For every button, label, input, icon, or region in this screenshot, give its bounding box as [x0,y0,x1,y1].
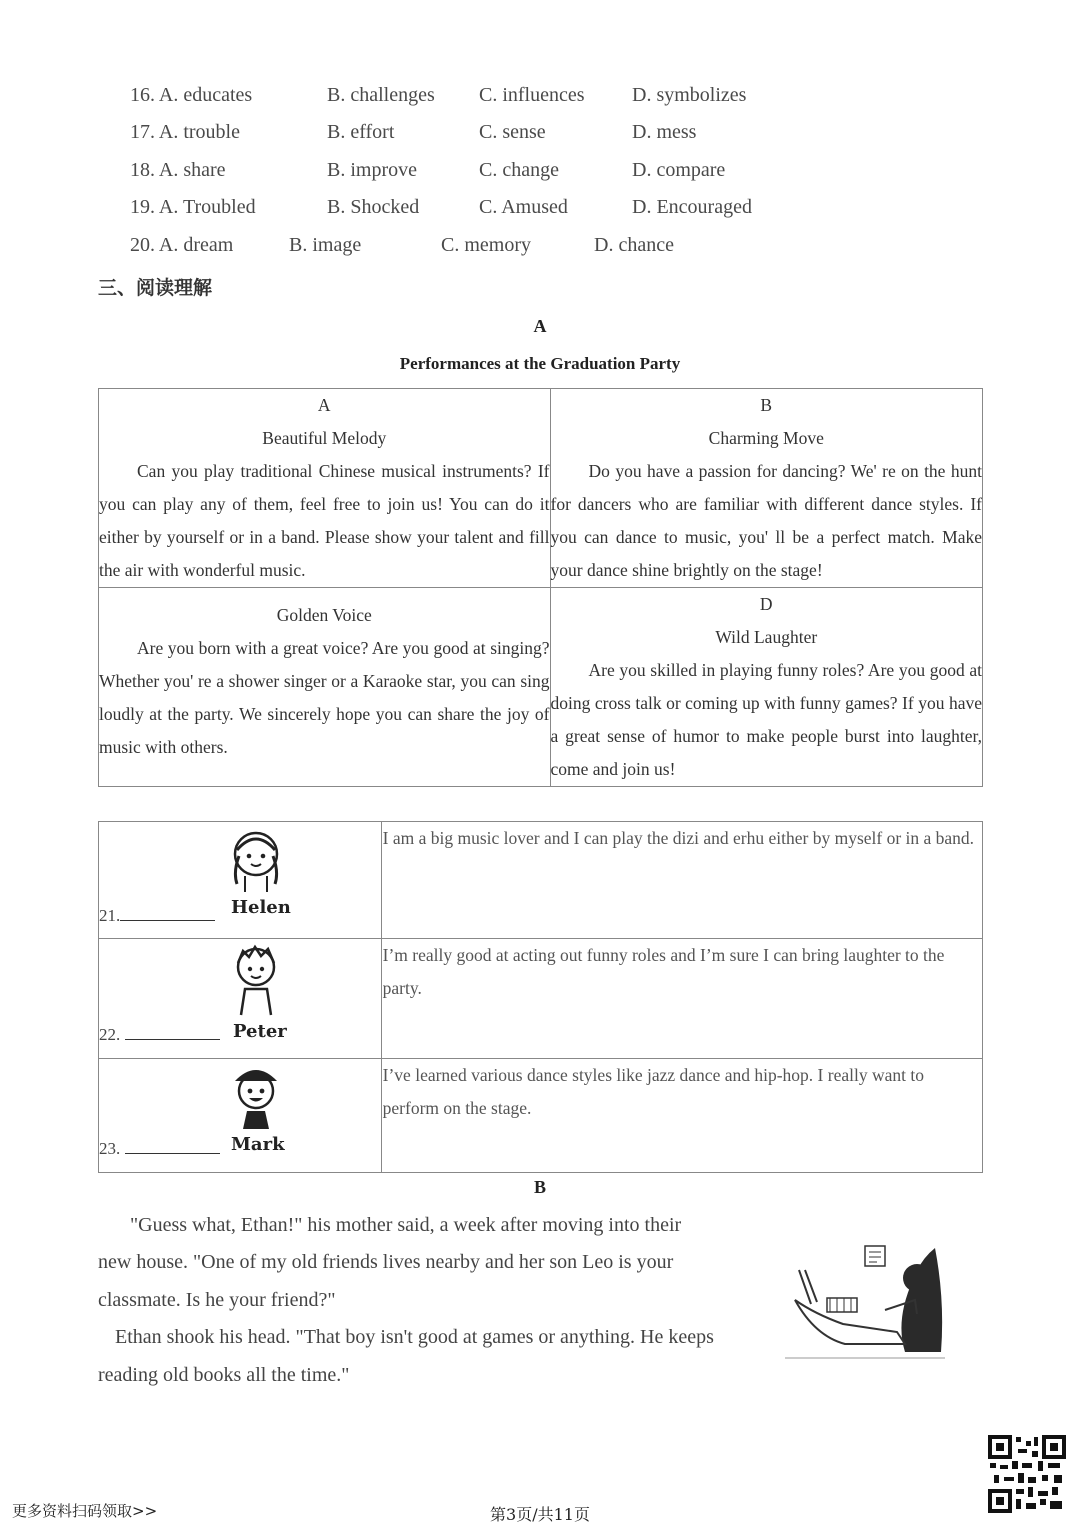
answer-blank[interactable] [125,1025,220,1040]
matching-person-mark [99,1059,382,1173]
answer-number [99,906,215,926]
option-d: D. Encouraged [632,196,752,218]
passage-b-letter: B [533,1177,546,1197]
option-d: D. chance [594,234,674,256]
cell-text: Are you skilled in playing funny roles? Are you good at doing cross talk or coming up with funny games? If you have a great sense of humor to make people burst into laughter, come and join us! [550,660,982,779]
passage-b-line: "Guess what, Ethan!" his mother said, a week after moving into their [130,1214,682,1236]
matching-person-helen [99,822,382,939]
cell-title: Golden Voice [276,605,372,625]
passage-b-line: classmate. Is he your friend?" [98,1289,336,1311]
reading-boy-illustration [785,1240,950,1360]
matching-statement [381,939,982,1059]
cell-letter: A [317,395,331,415]
option-a: 16. A. educates [130,84,253,106]
matching-person-peter [99,939,382,1059]
cell-letter: D [759,594,773,614]
option-c: C. sense [479,121,546,143]
person-name: Peter [233,1021,287,1042]
cell-text: Do you have a passion for dancing? We' re on the hunt for dancers who are familiar with different dance styles. If you can dance to music, you' ll be a perfect match. Make your dance shine brightly on the stage! [550,461,982,580]
option-a: 20. A. dream [130,234,234,256]
option-b: B. effort [327,121,395,143]
option-c: C. influences [479,84,585,106]
passage-b-line: new house. "One of my old friends lives nearby and her son Leo is your [98,1251,674,1273]
answer-number-label: 23. [99,1139,121,1158]
person-name: Mark [231,1134,285,1155]
answer-number [99,1025,220,1045]
matching-table [98,821,983,1173]
page-number: 第3页/共11页 [490,1505,590,1524]
option-d: D. symbolizes [632,84,747,106]
answer-blank[interactable] [120,906,215,921]
option-c: C. change [479,159,559,181]
cell-letter: B [760,395,773,415]
performance-cell-a [99,389,551,588]
answer-blank[interactable] [125,1139,220,1154]
passage-b-line: Ethan shook his head. "That boy isn't good at games or anything. He keeps [115,1326,714,1348]
performance-table [98,388,983,787]
statement-text: I’ve learned various dance styles like jazz dance and hip-hop. I really want to perform on the stage. [382,1065,924,1118]
footer-promo-text[interactable]: 更多资料扫码领取>> [12,1502,158,1520]
option-c: C. memory [441,234,531,256]
option-b: B. improve [327,159,417,181]
performance-cell-b [550,389,983,588]
passage-b-line: reading old books all the time." [98,1364,350,1386]
performance-cell-d [550,588,983,787]
matching-statement [381,822,982,939]
option-d: D. mess [632,121,697,143]
cell-title: Beautiful Melody [262,428,387,448]
option-a: 18. A. share [130,159,226,181]
cell-title: Charming Move [708,428,824,448]
passage-a-title: Performances at the Graduation Party [399,354,681,373]
cell-text: Can you play traditional Chinese musical instruments? If you can play any of them, feel free to join us! You can do it either by yourself or in a band. Please show your talent and fill the air with wonderful music. [99,461,550,580]
statement-text: I am a big music lover and I can play the dizi and erhu either by myself or in a band. [382,828,975,848]
answer-number [99,1139,220,1159]
boy-avatar-icon [227,943,285,1017]
option-a: 19. A. Troubled [130,196,256,218]
answer-number-label: 21. [99,906,121,925]
passage-a-letter: A [533,316,547,336]
option-c: C. Amused [479,196,568,218]
cell-text: Are you born with a great voice? Are you good at singing? Whether you' re a shower singer or a Karaoke star, you can sing loudly at the party. We sincerely hope you can share the joy of music with others. [99,638,550,757]
statement-text: I’m really good at acting out funny roles and I’m sure I can bring laughter to the party. [382,945,945,998]
option-d: D. compare [632,159,726,181]
person-name: Helen [231,897,291,918]
answer-number-label: 22. [99,1025,121,1044]
matching-statement [381,1059,982,1173]
section-heading: 三、阅读理解 [98,277,213,299]
option-b: B. Shocked [327,196,420,218]
option-a: 17. A. trouble [130,121,240,143]
option-b: B. image [289,234,362,256]
cell-title: Wild Laughter [715,627,818,647]
girl-avatar-icon [225,826,287,894]
boy-cap-avatar-icon [227,1061,285,1131]
option-b: B. challenges [327,84,435,106]
performance-cell-c [99,588,551,787]
